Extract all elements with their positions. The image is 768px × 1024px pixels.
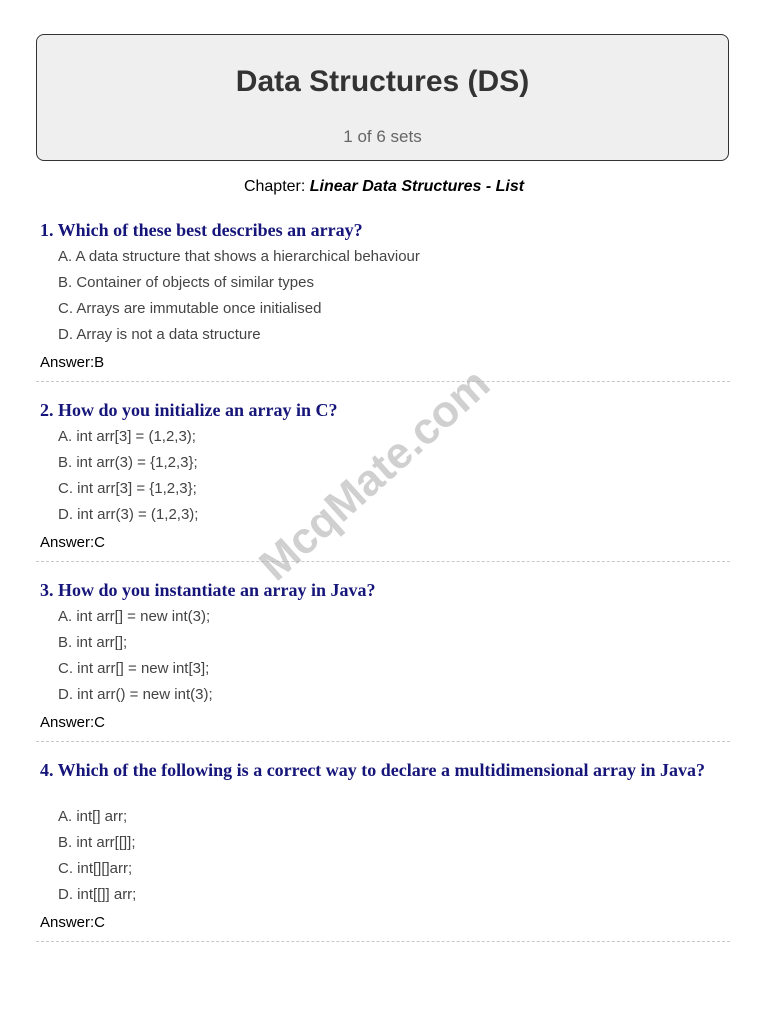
question-3-text: 3. How do you instantiate an array in Java? <box>40 580 376 600</box>
question-4-option-a: A. int[] arr; <box>58 808 128 825</box>
question-1-option-b: B. Container of objects of similar types <box>58 274 314 291</box>
question-2-answer: Answer:C <box>40 534 106 551</box>
chapter-heading <box>0 178 768 196</box>
question-1-option-d: D. Array is not a data structure <box>58 326 261 343</box>
question-3-answer: Answer:C <box>40 714 106 731</box>
question-1-text: 1. Which of these best describes an array? <box>40 220 363 240</box>
question-4-option-c: C. int[][]arr; <box>58 860 133 877</box>
divider <box>36 941 730 942</box>
question-3-option-d: D. int arr() = new int(3); <box>58 686 213 703</box>
divider <box>36 381 730 382</box>
question-4-answer: Answer:C <box>40 914 106 931</box>
question-2-option-a: A. int arr[3] = (1,2,3); <box>58 428 196 445</box>
question-4-option-b: B. int arr[[]]; <box>58 834 136 851</box>
question-1-answer: Answer:B <box>40 354 105 371</box>
question-1-option-c: C. Arrays are immutable once initialised <box>58 300 322 317</box>
question-2-text: 2. How do you initialize an array in C? <box>40 400 338 420</box>
question-4-text: 4. Which of the following is a correct way to declare a multidimensional array in Java? <box>40 760 705 780</box>
chapter-name: Linear Data Structures - List <box>309 178 525 195</box>
divider <box>36 561 730 562</box>
question-1-option-a: A. A data structure that shows a hierarchical behaviour <box>58 248 420 265</box>
question-3-option-a: A. int arr[] = new int(3); <box>58 608 211 625</box>
question-2-option-d: D. int arr(3) = (1,2,3); <box>58 506 199 523</box>
set-indicator: 1 of 6 sets <box>343 127 422 146</box>
watermark: McqMate.com <box>250 359 500 591</box>
divider <box>36 741 730 742</box>
question-4-option-d: D. int[[]] arr; <box>58 886 137 903</box>
chapter-label: Chapter: <box>243 178 306 195</box>
question-3-option-b: B. int arr[]; <box>58 634 128 651</box>
question-2-option-b: B. int arr(3) = {1,2,3}; <box>58 454 198 471</box>
page-title: Data Structures (DS) <box>235 65 530 98</box>
question-3-option-c: C. int arr[] = new int[3]; <box>58 660 210 677</box>
header-box <box>36 34 729 161</box>
question-2-option-c: C. int arr[3] = {1,2,3}; <box>58 480 197 497</box>
